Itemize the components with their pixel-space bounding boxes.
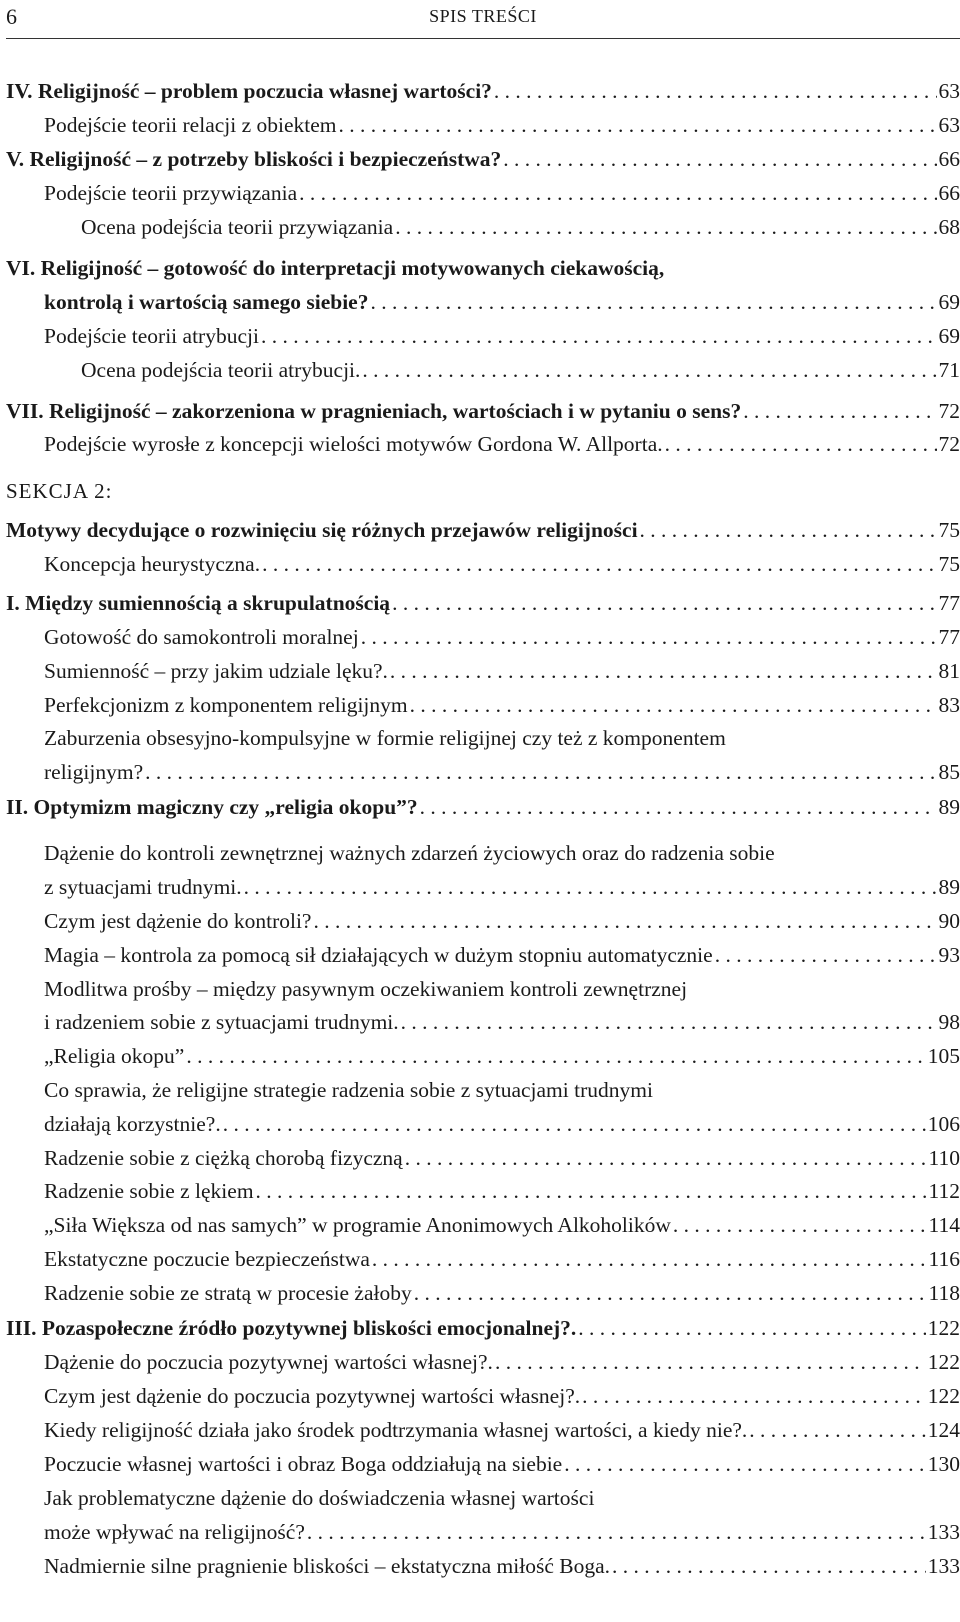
toc-entry: Ocena podejścia teorii przywiązania . . . 68 xyxy=(6,212,960,242)
toc-entry: „Religia okopu” . . . 105 xyxy=(6,1041,960,1071)
toc-entry: V. Religijność – z potrzeby bliskości i bezpieczeństwa? . . . 66 xyxy=(6,144,960,174)
toc-entry: Kiedy religijność działa jako środek podtrzymania własnej wartości, a kiedy nie?. . . . 124 xyxy=(6,1415,960,1445)
toc-entry: VI. Religijność – gotowość do interpretacji motywowanych ciekawością, xyxy=(6,256,665,280)
toc-entry: Koncepcja heurystyczna. . . . 75 xyxy=(6,549,960,579)
page-header xyxy=(6,0,960,40)
toc-entry: Czym jest dążenie do poczucia pozytywnej wartości własnej?. . . . 122 xyxy=(6,1381,960,1411)
toc-entry: III. Pozaspołeczne źródło pozytywnej bliskości emocjonalnej?. . . . 122 xyxy=(6,1313,960,1343)
toc-entry: Modlitwa prośby – między pasywnym oczekiwaniem kontroli zewnętrznej xyxy=(44,977,688,1001)
toc-entry: Podejście teorii atrybucji . . . 69 xyxy=(6,321,960,351)
toc-entry: Radzenie sobie z ciężką chorobą fizyczną . . . 110 xyxy=(6,1143,960,1173)
toc-entry: Podejście wyrosłe z koncepcji wielości motywów Gordona W. Allporta. . . . 72 xyxy=(6,429,960,459)
toc-entry: VII. Religijność – zakorzeniona w pragnieniach, wartościach i w pytaniu o sens? . . . 72 xyxy=(6,396,960,426)
toc-entry: Ekstatyczne poczucie bezpieczeństwa . . . 116 xyxy=(6,1244,960,1274)
toc-entry: Czym jest dążenie do kontroli? . . . 90 xyxy=(6,906,960,936)
toc-entry: IV. Religijność – problem poczucia własnej wartości? . . . 63 xyxy=(6,76,960,106)
toc-entry: Motywy decydujące o rozwinięciu się różnych przejawów religijności . . . 75 xyxy=(6,515,960,545)
section-label: SEKCJA 2: xyxy=(6,479,113,503)
toc-entry: Dążenie do kontroli zewnętrznej ważnych zdarzeń życiowych oraz do radzenia sobie xyxy=(44,841,775,865)
toc-entry: kontrolą i wartością samego siebie? . . . 69 xyxy=(6,287,960,317)
toc-entry: z sytuacjami trudnymi. . . . 89 xyxy=(6,872,960,902)
toc-entry: Co sprawia, że religijne strategie radzenia sobie z sytuacjami trudnymi xyxy=(44,1078,653,1102)
page-number: 6 xyxy=(6,4,17,29)
toc-entry: Radzenie sobie z lękiem . . . 112 xyxy=(6,1176,960,1206)
toc-entry: „Siła Większa od nas samych” w programie Anonimowych Alkoholików . . . 114 xyxy=(6,1210,960,1240)
toc-entry: Dążenie do poczucia pozytywnej wartości własnej?. . . . 122 xyxy=(6,1347,960,1377)
toc-entry: może wpływać na religijność? . . . 133 xyxy=(6,1517,960,1547)
toc-entry: Radzenie sobie ze stratą w procesie żałoby . . . 118 xyxy=(6,1278,960,1308)
toc-entry: I. Między sumiennością a skrupulatnością . . . 77 xyxy=(6,588,960,618)
toc-entry: Ocena podejścia teorii atrybucji. . . . 71 xyxy=(6,355,960,385)
toc-entry: Jak problematyczne dążenie do doświadczenia własnej wartości xyxy=(44,1486,595,1510)
toc-entry: Gotowość do samokontroli moralnej . . . 77 xyxy=(6,622,960,652)
toc-entry: Perfekcjonizm z komponentem religijnym . . . 83 xyxy=(6,690,960,720)
toc-entry: Zaburzenia obsesyjno-kompulsyjne w formie religijnej czy też z komponentem xyxy=(44,726,726,750)
running-title: SPIS TREŚCI xyxy=(429,6,537,26)
header-rule xyxy=(6,38,960,39)
toc-entry: Nadmiernie silne pragnienie bliskości – ekstatyczna miłość Boga. . . . 133 xyxy=(6,1551,960,1581)
toc-entry: II. Optymizm magiczny czy „religia okopu”? . . . 89 xyxy=(6,792,960,822)
toc-entry: religijnym? . . . 85 xyxy=(6,757,960,787)
toc-entry: Podejście teorii relacji z obiektem . . . 63 xyxy=(6,110,960,140)
toc-entry: Magia – kontrola za pomocą sił działających w dużym stopniu automatycznie . . . 93 xyxy=(6,940,960,970)
toc-entry: i radzeniem sobie z sytuacjami trudnymi. . . . 98 xyxy=(6,1007,960,1037)
toc-entry: Poczucie własnej wartości i obraz Boga oddziałują na siebie . . . 130 xyxy=(6,1449,960,1479)
toc-entry: działają korzystnie?. . . . 106 xyxy=(6,1109,960,1139)
toc-entry: Sumienność – przy jakim udziale lęku?. . . . 81 xyxy=(6,656,960,686)
toc-entry: Podejście teorii przywiązania . . . 66 xyxy=(6,178,960,208)
